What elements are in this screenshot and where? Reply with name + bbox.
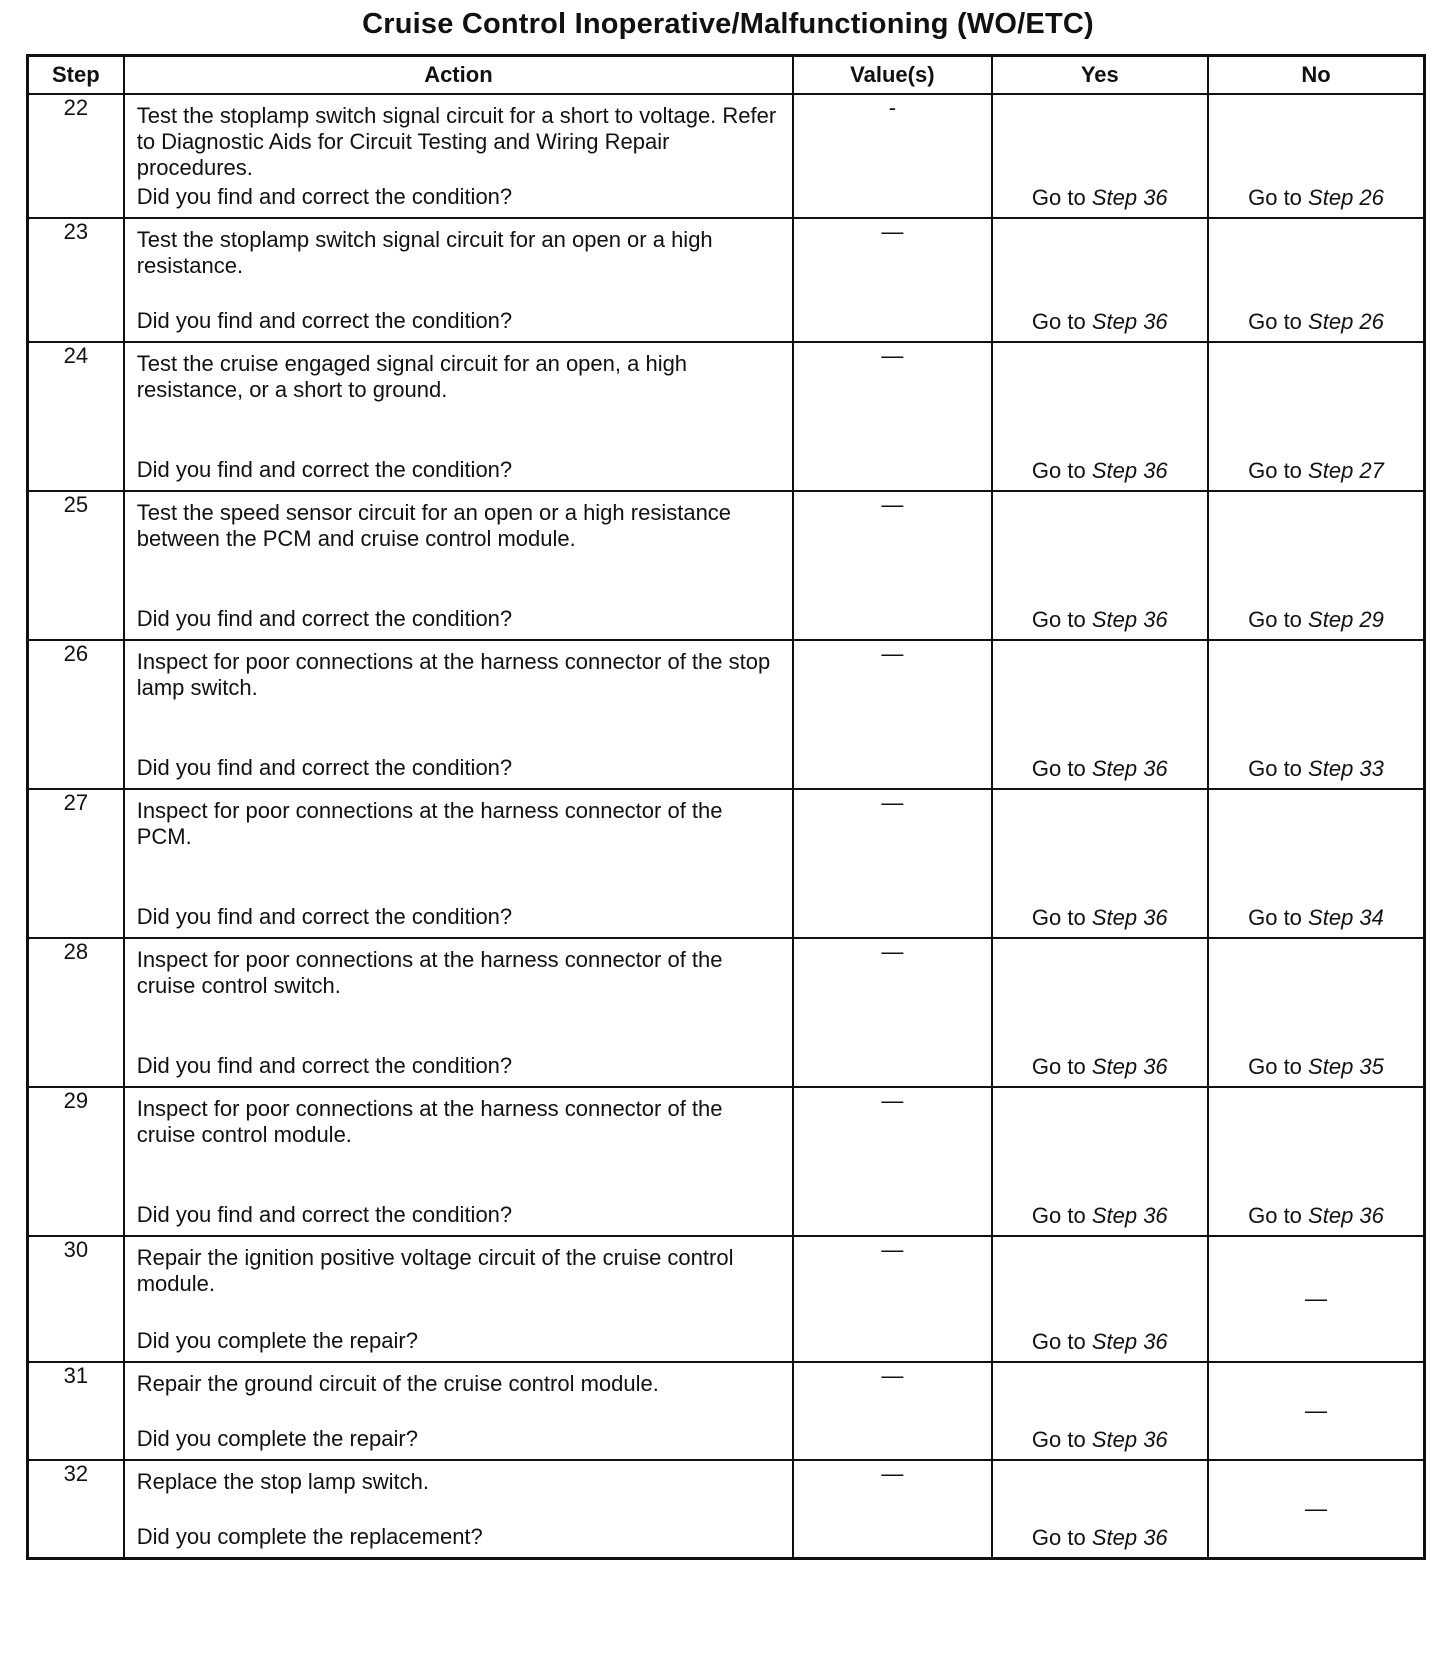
action-cell xyxy=(124,789,793,938)
yes-cell xyxy=(992,1460,1208,1558)
goto-step-ref: Step 36 xyxy=(1091,905,1168,930)
action-cell xyxy=(124,94,793,218)
no-cell xyxy=(1208,640,1424,789)
action-instruction: Test the speed sensor circuit for an open or a high resistance between the PCM and cruise control module. xyxy=(136,500,732,551)
goto-step-ref: Step 36 xyxy=(1091,1203,1168,1228)
yes-cell xyxy=(992,938,1208,1087)
no-goto xyxy=(1209,756,1423,782)
value-cell xyxy=(793,491,991,640)
step-number: 23 xyxy=(28,218,124,342)
goto-step-ref: Step 35 xyxy=(1308,1054,1384,1079)
action-question: Did you find and correct the condition? xyxy=(136,184,513,209)
table-row xyxy=(28,342,1425,491)
step-number: 29 xyxy=(28,1087,124,1236)
goto-prefix: Go to xyxy=(1031,309,1086,334)
goto-step-ref: Step 36 xyxy=(1091,1054,1168,1079)
value-dash: — xyxy=(881,343,904,368)
value-dash: — xyxy=(881,1088,904,1113)
value-cell xyxy=(793,1236,991,1362)
value-cell xyxy=(793,342,991,491)
value-dot: - xyxy=(888,95,897,120)
goto-prefix: Go to xyxy=(1248,309,1302,334)
yes-cell xyxy=(992,789,1208,938)
yes-goto xyxy=(993,1054,1207,1080)
action-cell xyxy=(124,640,793,789)
table-row xyxy=(28,218,1425,342)
no-cell xyxy=(1208,938,1424,1087)
yes-goto xyxy=(993,1329,1207,1355)
goto-prefix: Go to xyxy=(1031,1427,1086,1452)
action-question: Did you find and correct the condition? xyxy=(136,457,513,482)
goto-prefix: Go to xyxy=(1031,607,1086,632)
goto-prefix: Go to xyxy=(1248,1054,1302,1079)
value-cell xyxy=(793,1460,991,1558)
header-action: Action xyxy=(124,56,793,95)
goto-step-ref: Step 36 xyxy=(1091,607,1168,632)
action-instruction: Repair the ground circuit of the cruise control module. xyxy=(136,1371,659,1396)
yes-goto xyxy=(993,756,1207,782)
goto-step-ref: Step 36 xyxy=(1091,1524,1168,1550)
goto-step-ref: Step 27 xyxy=(1308,458,1384,483)
goto-prefix: Go to xyxy=(1031,1524,1086,1550)
goto-prefix: Go to xyxy=(1031,1203,1086,1228)
no-dash: — xyxy=(1305,1398,1327,1423)
goto-step-ref: Step 36 xyxy=(1091,309,1168,334)
action-cell xyxy=(124,342,793,491)
yes-goto xyxy=(993,185,1207,211)
action-cell xyxy=(124,1236,793,1362)
value-cell xyxy=(793,94,991,218)
value-dash: — xyxy=(881,939,904,964)
action-cell xyxy=(124,218,793,342)
table-row xyxy=(28,1236,1425,1362)
page-title: Cruise Control Inoperative/Malfunctioning (WO/ETC) xyxy=(362,8,1094,40)
action-question: Did you complete the repair? xyxy=(136,1328,418,1353)
yes-goto xyxy=(993,607,1207,633)
action-question: Did you complete the replacement? xyxy=(136,1524,483,1549)
no-goto xyxy=(1209,309,1423,335)
action-cell xyxy=(124,1460,793,1558)
table-row xyxy=(28,640,1425,789)
table-row xyxy=(28,789,1425,938)
header-no: No xyxy=(1208,56,1424,95)
table-row xyxy=(28,491,1425,640)
table-row xyxy=(28,1087,1425,1236)
goto-step-ref: Step 26 xyxy=(1308,185,1384,210)
value-cell xyxy=(793,640,991,789)
action-question: Did you find and correct the condition? xyxy=(136,755,513,780)
no-cell xyxy=(1208,1236,1424,1362)
action-cell xyxy=(124,1362,793,1460)
header-yes: Yes xyxy=(992,56,1208,95)
no-goto xyxy=(1209,905,1423,931)
goto-prefix: Go to xyxy=(1248,607,1302,632)
goto-prefix: Go to xyxy=(1031,458,1086,483)
step-number: 25 xyxy=(28,491,124,640)
step-number: 30 xyxy=(28,1236,124,1362)
goto-step-ref: Step 36 xyxy=(1091,756,1168,781)
goto-prefix: Go to xyxy=(1031,905,1086,930)
table-body xyxy=(28,94,1425,1558)
yes-cell xyxy=(992,1362,1208,1460)
step-number: 27 xyxy=(28,789,124,938)
no-cell xyxy=(1208,1362,1424,1460)
value-dash: — xyxy=(881,1237,904,1262)
action-instruction: Inspect for poor connections at the harness connector of the stop lamp switch. xyxy=(136,649,771,700)
no-cell xyxy=(1208,342,1424,491)
yes-cell xyxy=(992,1087,1208,1236)
step-number: 22 xyxy=(28,94,124,218)
yes-goto xyxy=(993,458,1207,484)
no-goto xyxy=(1209,1054,1423,1080)
goto-step-ref: Step 34 xyxy=(1308,905,1384,930)
value-dash: — xyxy=(881,1363,904,1388)
no-goto xyxy=(1209,607,1423,633)
value-cell xyxy=(793,789,991,938)
action-question: Did you find and correct the condition? xyxy=(136,606,513,631)
action-cell xyxy=(124,491,793,640)
yes-goto xyxy=(993,1525,1207,1551)
no-cell xyxy=(1208,1087,1424,1236)
value-cell xyxy=(793,1087,991,1236)
value-cell xyxy=(793,938,991,1087)
goto-step-ref: Step 33 xyxy=(1308,756,1384,781)
goto-step-ref: Step 29 xyxy=(1308,607,1384,632)
value-dash: — xyxy=(881,641,904,666)
header-value: Value(s) xyxy=(793,56,991,95)
action-instruction: Test the stoplamp switch signal circuit for an open or a high resistance. xyxy=(136,227,713,278)
header-row xyxy=(28,56,1425,95)
action-instruction: Inspect for poor connections at the harness connector of the cruise control switch. xyxy=(136,947,723,998)
step-number: 32 xyxy=(28,1460,124,1558)
action-instruction: Test the stoplamp switch signal circuit for a short to voltage. Refer to Diagnostic Aids for Circuit Testing and Wiring Repair procedures. xyxy=(136,103,777,180)
no-cell xyxy=(1208,218,1424,342)
goto-step-ref: Step 36 xyxy=(1091,185,1168,210)
table-row xyxy=(28,938,1425,1087)
goto-prefix: Go to xyxy=(1248,458,1302,483)
goto-prefix: Go to xyxy=(1248,756,1302,781)
action-instruction: Repair the ignition positive voltage circuit of the cruise control module. xyxy=(136,1245,734,1296)
value-dash: — xyxy=(881,219,904,244)
yes-cell xyxy=(992,1236,1208,1362)
no-cell xyxy=(1208,94,1424,218)
action-question: Did you find and correct the condition? xyxy=(136,1202,513,1227)
action-question: Did you complete the repair? xyxy=(136,1426,418,1451)
no-dash: — xyxy=(1305,1286,1327,1311)
goto-step-ref: Step 36 xyxy=(1091,1329,1168,1354)
no-cell xyxy=(1208,491,1424,640)
goto-prefix: Go to xyxy=(1031,185,1086,210)
goto-step-ref: Step 36 xyxy=(1091,1427,1168,1452)
action-instruction: Inspect for poor connections at the harness connector of the cruise control module. xyxy=(136,1096,723,1147)
yes-goto xyxy=(993,1203,1207,1229)
step-number: 24 xyxy=(28,342,124,491)
no-cell xyxy=(1208,1460,1424,1558)
table-row xyxy=(28,1460,1425,1558)
goto-prefix: Go to xyxy=(1248,1203,1302,1228)
step-number: 31 xyxy=(28,1362,124,1460)
value-dash: — xyxy=(881,492,904,517)
table-row xyxy=(28,94,1425,218)
value-dash: — xyxy=(881,790,904,815)
action-instruction: Test the cruise engaged signal circuit for an open, a high resistance, or a short to ground. xyxy=(136,351,688,402)
yes-cell xyxy=(992,640,1208,789)
value-dash: — xyxy=(881,1461,904,1486)
goto-step-ref: Step 36 xyxy=(1091,458,1168,483)
yes-goto xyxy=(993,309,1207,335)
no-cell xyxy=(1208,789,1424,938)
goto-prefix: Go to xyxy=(1031,1054,1086,1079)
no-goto xyxy=(1209,458,1423,484)
header-step: Step xyxy=(28,56,124,95)
table-row xyxy=(28,1362,1425,1460)
value-cell xyxy=(793,1362,991,1460)
yes-goto xyxy=(993,1427,1207,1453)
value-cell xyxy=(793,218,991,342)
goto-prefix: Go to xyxy=(1031,1329,1086,1354)
action-question: Did you find and correct the condition? xyxy=(136,904,513,929)
no-goto xyxy=(1209,185,1423,211)
step-number: 28 xyxy=(28,938,124,1087)
no-dash: — xyxy=(1305,1495,1327,1521)
no-goto xyxy=(1209,1203,1423,1229)
diagnostic-table xyxy=(26,54,1426,1560)
action-instruction: Inspect for poor connections at the harness connector of the PCM. xyxy=(136,798,723,849)
action-question: Did you find and correct the condition? xyxy=(136,308,513,333)
action-cell xyxy=(124,1087,793,1236)
yes-cell xyxy=(992,218,1208,342)
yes-goto xyxy=(993,905,1207,931)
step-number: 26 xyxy=(28,640,124,789)
goto-step-ref: Step 26 xyxy=(1308,309,1384,334)
action-question: Did you find and correct the condition? xyxy=(136,1053,513,1078)
yes-cell xyxy=(992,342,1208,491)
yes-cell xyxy=(992,491,1208,640)
yes-cell xyxy=(992,94,1208,218)
goto-prefix: Go to xyxy=(1248,905,1302,930)
goto-prefix: Go to xyxy=(1031,756,1086,781)
goto-step-ref: Step 36 xyxy=(1308,1203,1384,1228)
action-instruction: Replace the stop lamp switch. xyxy=(136,1469,429,1494)
action-cell xyxy=(124,938,793,1087)
goto-prefix: Go to xyxy=(1248,185,1302,210)
